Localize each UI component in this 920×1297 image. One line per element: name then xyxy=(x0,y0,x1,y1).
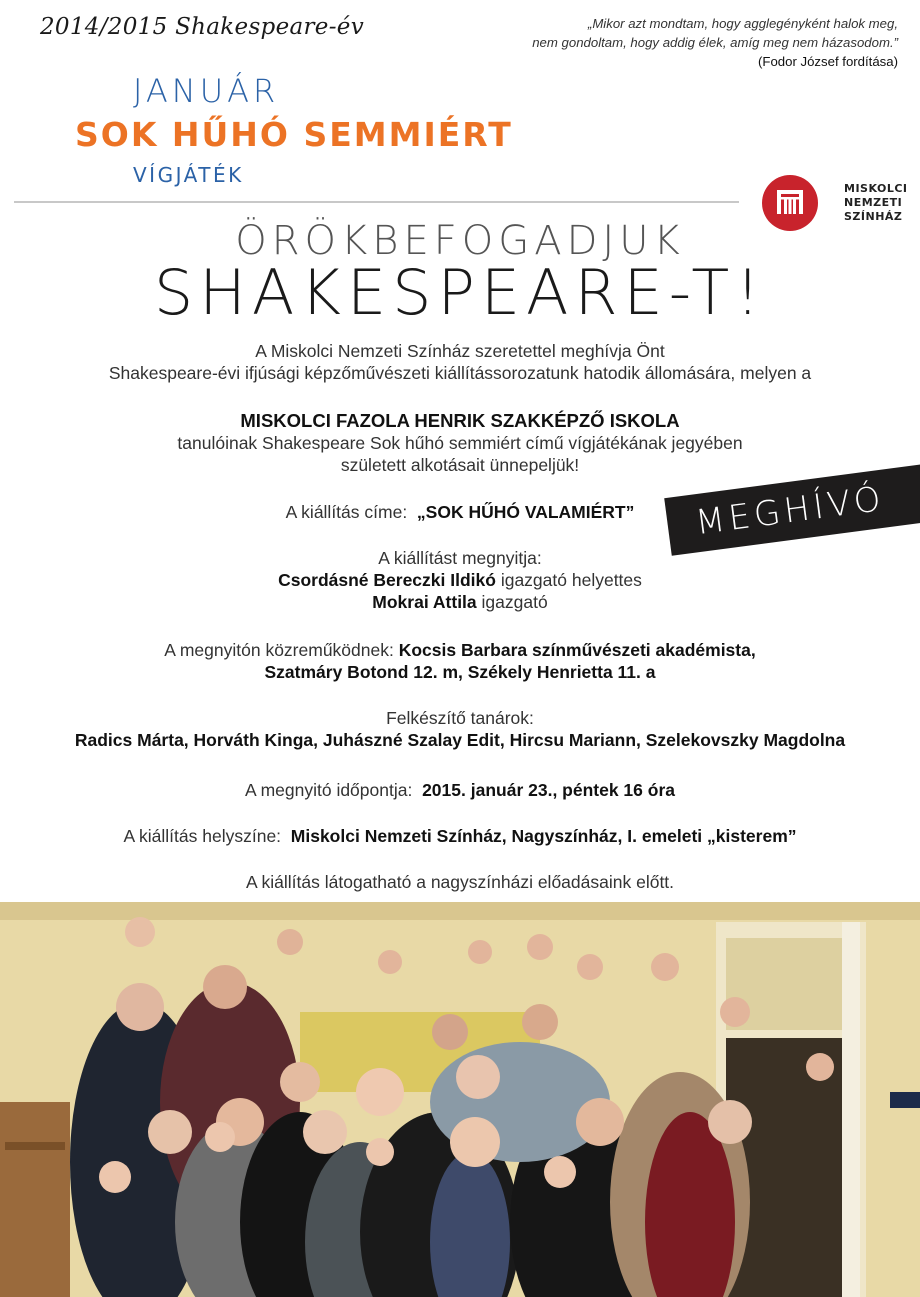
teachers-block xyxy=(0,707,920,751)
play-title: SOK HŰHÓ SEMMIÉRT xyxy=(75,115,513,154)
visiting-note-text: A kiállítás látogatható a nagyszínházi előadásaink előtt. xyxy=(245,872,675,892)
quote-line-1: „Mikor azt mondtam, hogy agglegényként halok meg, xyxy=(587,16,898,31)
logo-line-3: SZÍNHÁZ xyxy=(844,210,903,223)
teachers-names: Radics Márta, Horváth Kinga, Juhászné Szalay Edit, Hircsu Mariann, Szelekovszky Magdolna xyxy=(74,730,846,750)
logo-line-2: NEMZETI xyxy=(844,196,903,209)
intro-line-2: Shakespeare-évi ifjúsági képzőművészeti kiállítássorozatunk hatodik állomására, melyen a xyxy=(108,363,812,383)
shakespeare-quote xyxy=(458,14,898,71)
contributors-block xyxy=(0,639,920,683)
quote-credit: (Fodor József fordítása) xyxy=(758,54,898,69)
school-name: MISKOLCI FAZOLA HENRIK SZAKKÉPZŐ ISKOLA xyxy=(240,410,680,431)
genre-label: VÍGJÁTÉK xyxy=(133,163,244,187)
exhibition-title-label: A kiállítás címe: xyxy=(285,502,408,522)
invitation-banner xyxy=(664,463,920,556)
year-script-title: 2014/2015 Shakespeare-év xyxy=(40,14,364,40)
venue-label: A kiállítás helyszíne: xyxy=(123,826,282,846)
opener-name: Mokrai Attila xyxy=(372,592,477,612)
opening-block xyxy=(0,547,920,613)
opener-name: Csordásné Bereczki Ildikó xyxy=(278,570,496,590)
opening-label: A kiállítást megnyitja: xyxy=(378,548,542,568)
venue-value: Miskolci Nemzeti Színház, Nagyszínház, I. emeleti „kisterem” xyxy=(290,826,797,846)
contributors-line-2: Szatmáry Botond 12. m, Székely Henrietta 11. a xyxy=(264,662,656,682)
month-label: JANUÁR xyxy=(133,72,280,110)
venue-row xyxy=(0,825,920,847)
logo-line-1: MISKOLCI xyxy=(844,182,908,195)
quote-line-2: nem gondoltam, hogy addig élek, amíg meg nem házasodom.” xyxy=(532,35,898,50)
headline-shakespeare: SHAKESPEARE-T! xyxy=(153,256,767,329)
header-divider xyxy=(14,201,739,203)
group-photo xyxy=(0,902,920,1297)
contributors-line-1: Kocsis Barbara színművészeti akadémista, xyxy=(398,640,756,660)
date-value: 2015. január 23., péntek 16 óra xyxy=(422,780,675,800)
school-line-1: tanulóinak Shakespeare Sok hűhó semmiért című vígjátékának jegyében xyxy=(177,433,743,453)
opener-role: igazgató xyxy=(481,592,548,612)
date-row xyxy=(0,779,920,801)
headline-adopt: ÖRÖKBEFOGADJUK xyxy=(235,218,685,264)
school-block xyxy=(0,410,920,476)
intro-text xyxy=(0,340,920,384)
exhibition-title-value: „SOK HŰHÓ VALAMIÉRT” xyxy=(416,502,635,522)
intro-line-1: A Miskolci Nemzeti Színház szeretettel meghívja Önt xyxy=(255,341,665,361)
date-label: A megnyitó időpontja: xyxy=(245,780,413,800)
school-line-2: született alkotásait ünnepeljük! xyxy=(340,455,580,475)
opener-role: igazgató helyettes xyxy=(500,570,642,590)
invitation-label: MEGHÍVÓ xyxy=(693,478,887,544)
teachers-label: Felkészítő tanárok: xyxy=(386,708,534,728)
visiting-note xyxy=(0,871,920,893)
contributors-label: A megnyitón közreműködnek: xyxy=(164,640,394,660)
